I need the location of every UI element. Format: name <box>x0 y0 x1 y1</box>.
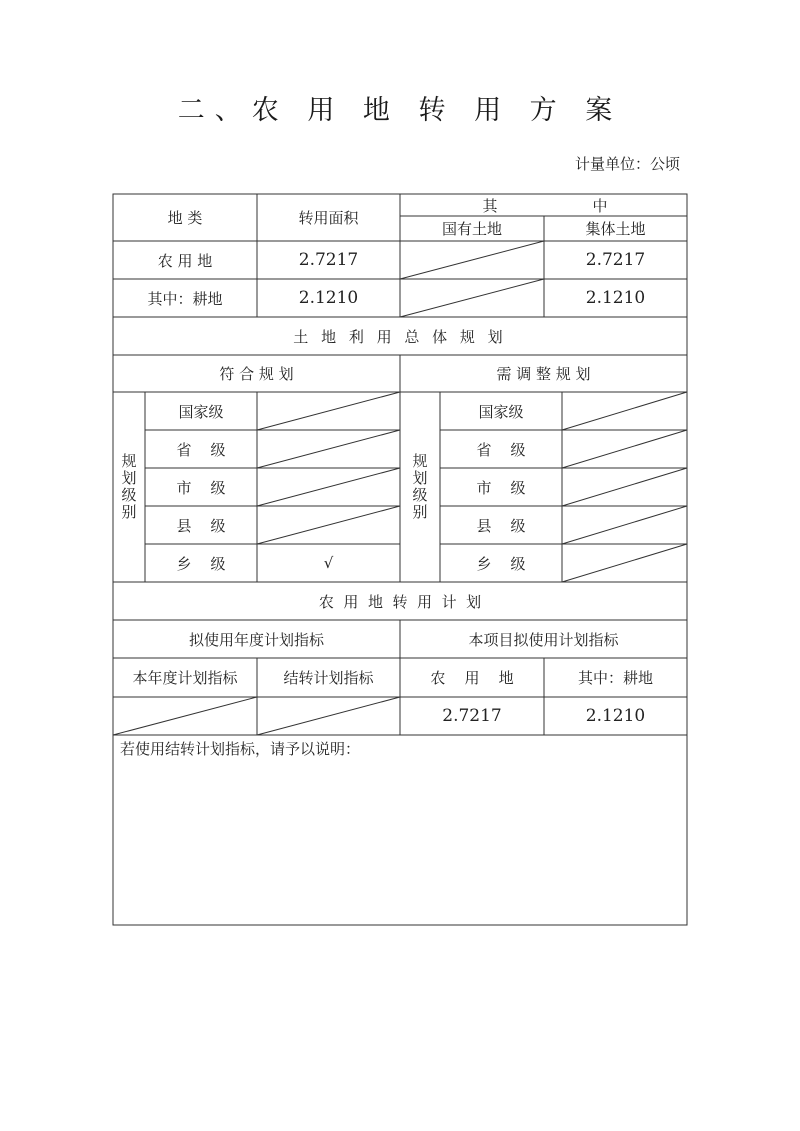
of-which-header-1: 其 <box>482 196 498 215</box>
adjust-level-city: 市 级 <box>476 478 526 497</box>
page-title: 二、农 用 地 转 用 方 案 <box>177 95 623 126</box>
plan-section-title: 土 地 利 用 总 体 规 划 <box>293 327 507 346</box>
adjust-level-group-label: 规划级别 <box>410 453 429 521</box>
conform-level-group-label: 规划级别 <box>119 453 138 521</box>
project-cultivated-header: 其中：耕地 <box>577 669 653 687</box>
project-cultivated-value: 2.1210 <box>585 706 646 726</box>
farmland-label: 农 用 地 <box>157 251 213 270</box>
farmland-area: 2.7217 <box>298 250 359 270</box>
cultivated-label: 其中：耕地 <box>147 289 223 308</box>
conform-level-township: 乡 级 <box>176 554 226 573</box>
of-which-header-2: 中 <box>592 196 608 215</box>
adjust-level-national: 国家级 <box>478 402 524 421</box>
conform-level-group <box>113 392 145 582</box>
adjust-level-township: 乡 级 <box>476 554 526 573</box>
unit-label: 计量单位：公顷 <box>574 155 680 173</box>
collective-land-header: 集体土地 <box>585 220 646 238</box>
project-index-header: 本项目拟使用计划指标 <box>468 630 619 649</box>
this-year-index-header: 本年度计划指标 <box>132 669 238 687</box>
area-header: 转用面积 <box>298 209 359 227</box>
annual-index-header: 拟使用年度计划指标 <box>188 630 324 649</box>
conform-level-county: 县 级 <box>176 516 226 535</box>
state-land-header: 国有土地 <box>441 220 502 238</box>
conform-plan-header: 符 合 规 划 <box>219 365 294 383</box>
township-check-mark: √ <box>323 554 334 572</box>
carry-over-index-header: 结转计划指标 <box>283 669 374 687</box>
conform-level-city: 市 级 <box>176 478 226 497</box>
carry-over-note: 若使用结转计划指标，请予以说明： <box>120 740 361 758</box>
project-farmland-header: 农 用 地 <box>430 669 514 687</box>
cultivated-area: 2.1210 <box>298 288 359 308</box>
adjust-level-province: 省 级 <box>476 440 526 459</box>
conform-level-national: 国家级 <box>178 402 224 421</box>
farmland-collective: 2.7217 <box>585 250 646 270</box>
adjust-level-county: 县 级 <box>476 516 526 535</box>
adjust-plan-header: 需 调 整 规 划 <box>496 365 591 383</box>
land-type-header: 地 类 <box>167 209 203 227</box>
project-farmland-value: 2.7217 <box>442 706 502 726</box>
adjust-level-group <box>400 392 440 582</box>
cultivated-collective: 2.1210 <box>585 288 646 308</box>
conversion-section-title: 农 用 地 转 用 计 划 <box>318 592 482 611</box>
conform-level-province: 省 级 <box>176 440 226 459</box>
